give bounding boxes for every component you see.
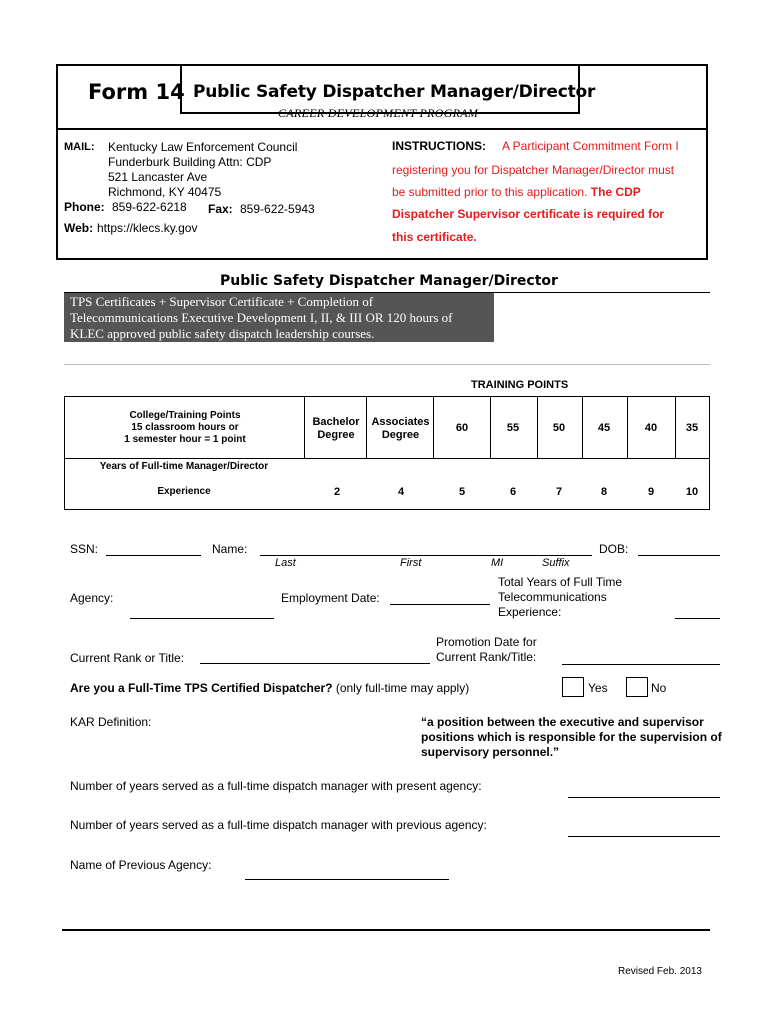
divider — [675, 396, 676, 458]
fax-label: Fax: — [208, 202, 233, 216]
employment-date-label: Employment Date: — [281, 591, 380, 605]
instructions-text: be submitted prior to this application. — [392, 185, 591, 199]
instructions-text: A Participant Commitment Form I — [502, 139, 679, 153]
dob-label: DOB: — [599, 542, 629, 556]
address-line: Funderburk Building Attn: CDP — [108, 155, 272, 169]
divider — [64, 458, 710, 459]
agency-label: Agency: — [70, 591, 114, 605]
certified-question-note: (only full-time may apply) — [332, 681, 470, 695]
total-years-label — [498, 575, 622, 620]
years-value: 10 — [685, 486, 699, 498]
promotion-line: Current Rank/Title: — [436, 650, 537, 664]
certified-question — [70, 681, 469, 695]
college-header-line: College/Training Points — [129, 410, 241, 421]
promotion-date-field[interactable] — [562, 664, 720, 665]
phone-label: Phone: — [64, 200, 105, 214]
years-value: 6 — [509, 486, 517, 498]
total-years-line: Experience: — [498, 605, 562, 619]
address-line: Richmond, KY 40475 — [108, 185, 222, 199]
college-header — [100, 410, 270, 446]
rank-field[interactable] — [200, 663, 430, 664]
name-field[interactable] — [260, 555, 592, 556]
previous-agency-label: Name of Previous Agency: — [70, 858, 212, 872]
no-checkbox[interactable] — [626, 677, 648, 697]
training-points-title: TRAINING POINTS — [471, 379, 569, 391]
employment-date-field[interactable] — [390, 604, 490, 605]
kar-definition-line: positions which is responsible for the supervision of — [421, 730, 722, 744]
years-previous-field[interactable] — [568, 836, 720, 837]
associates-header-line: Associates — [371, 416, 430, 428]
instructions-text: Dispatcher Supervisor certificate is required for — [392, 207, 665, 221]
years-label: Years of Full-time Manager/Director — [99, 461, 269, 472]
name-part-label: Last — [275, 557, 296, 569]
kar-label: KAR Definition: — [70, 715, 152, 729]
instructions-emphasis: The CDP — [590, 185, 641, 199]
address-line: 521 Lancaster Ave — [108, 170, 208, 184]
instructions-label: INSTRUCTIONS: — [392, 139, 486, 153]
points-value: 40 — [644, 422, 658, 434]
previous-agency-field[interactable] — [245, 879, 449, 880]
mail-label: MAIL: — [64, 141, 95, 153]
agency-field[interactable] — [130, 618, 274, 619]
total-years-field[interactable] — [675, 618, 720, 619]
bachelor-header-line: Degree — [317, 429, 355, 441]
form-number: Form 14 — [88, 80, 185, 104]
total-years-line: Telecommunications — [498, 590, 607, 604]
divider — [64, 364, 710, 365]
instructions-text — [392, 185, 641, 200]
dob-field[interactable] — [638, 555, 720, 556]
associates-header — [367, 416, 434, 442]
points-value: 55 — [506, 422, 520, 434]
experience-label: Experience — [157, 486, 211, 497]
web-label: Web: — [64, 221, 94, 235]
instructions-text: registering you for Dispatcher Manager/Director must — [392, 163, 675, 177]
kar-definition-line: “a position between the executive and supervisor — [421, 715, 704, 729]
name-label: Name: — [212, 542, 248, 556]
years-value: 5 — [458, 486, 466, 498]
program-name: CAREER DEVELOPMENT PROGRAM — [278, 106, 479, 120]
years-present-label: Number of years served as a full-time dispatch manager with present agency: — [70, 779, 482, 793]
divider — [490, 396, 491, 458]
certified-question-text: Are you a Full-Time TPS Certified Dispatcher? — [70, 681, 333, 695]
requirement-line: KLEC approved public safety dispatch leadership courses. — [70, 326, 375, 341]
total-years-line: Total Years of Full Time — [498, 575, 623, 589]
points-value: 35 — [685, 422, 699, 434]
divider — [56, 128, 708, 130]
kar-definition-line: supervisory personnel.” — [421, 745, 560, 759]
years-value: 8 — [600, 486, 608, 498]
divider — [627, 396, 628, 458]
ssn-field[interactable] — [106, 555, 201, 556]
promotion-label — [436, 635, 537, 665]
yes-label: Yes — [588, 681, 608, 695]
requirement-line: Telecommunications Executive Development I, II, & III OR 120 hours of — [70, 310, 453, 325]
web-url[interactable]: https://klecs.ky.gov — [97, 221, 198, 235]
name-part-label: Suffix — [542, 557, 570, 569]
promotion-line: Promotion Date for — [436, 635, 537, 649]
bachelor-header-line: Bachelor — [312, 416, 360, 428]
name-part-label: MI — [491, 557, 504, 569]
years-value: 9 — [647, 486, 655, 498]
divider — [537, 396, 538, 458]
requirements-box — [64, 293, 494, 342]
college-header-line: 1 semester hour = 1 point — [124, 434, 246, 445]
section-title: Public Safety Dispatcher Manager/Director — [220, 273, 558, 289]
yes-checkbox[interactable] — [562, 677, 584, 697]
rank-label: Current Rank or Title: — [70, 651, 185, 665]
revision-date: Revised Feb. 2013 — [618, 966, 702, 977]
years-value: 4 — [397, 486, 405, 498]
points-value: 50 — [552, 422, 566, 434]
associates-header-line: Degree — [381, 429, 420, 441]
years-value: 7 — [555, 486, 563, 498]
kar-definition — [421, 715, 722, 760]
form-title: Public Safety Dispatcher Manager/Director — [193, 82, 596, 102]
years-present-field[interactable] — [568, 797, 720, 798]
years-previous-label: Number of years served as a full-time dispatch manager with previous agency: — [70, 818, 487, 832]
points-value: 45 — [597, 422, 611, 434]
fax-number: 859-622-5943 — [240, 202, 315, 216]
phone-number: 859-622-6218 — [112, 200, 187, 214]
college-header-line: 15 classroom hours or — [131, 422, 239, 433]
no-label: No — [651, 681, 667, 695]
points-value: 60 — [455, 422, 469, 434]
requirement-line: TPS Certificates + Supervisor Certificate + Completion of — [70, 294, 374, 309]
divider — [62, 929, 710, 931]
instructions-text: this certificate. — [392, 230, 477, 244]
divider — [582, 396, 583, 458]
years-value: 2 — [333, 486, 341, 498]
ssn-label: SSN: — [70, 542, 99, 556]
bachelor-header — [305, 416, 367, 442]
name-part-label: First — [400, 557, 422, 569]
address-line: Kentucky Law Enforcement Council — [108, 140, 298, 154]
